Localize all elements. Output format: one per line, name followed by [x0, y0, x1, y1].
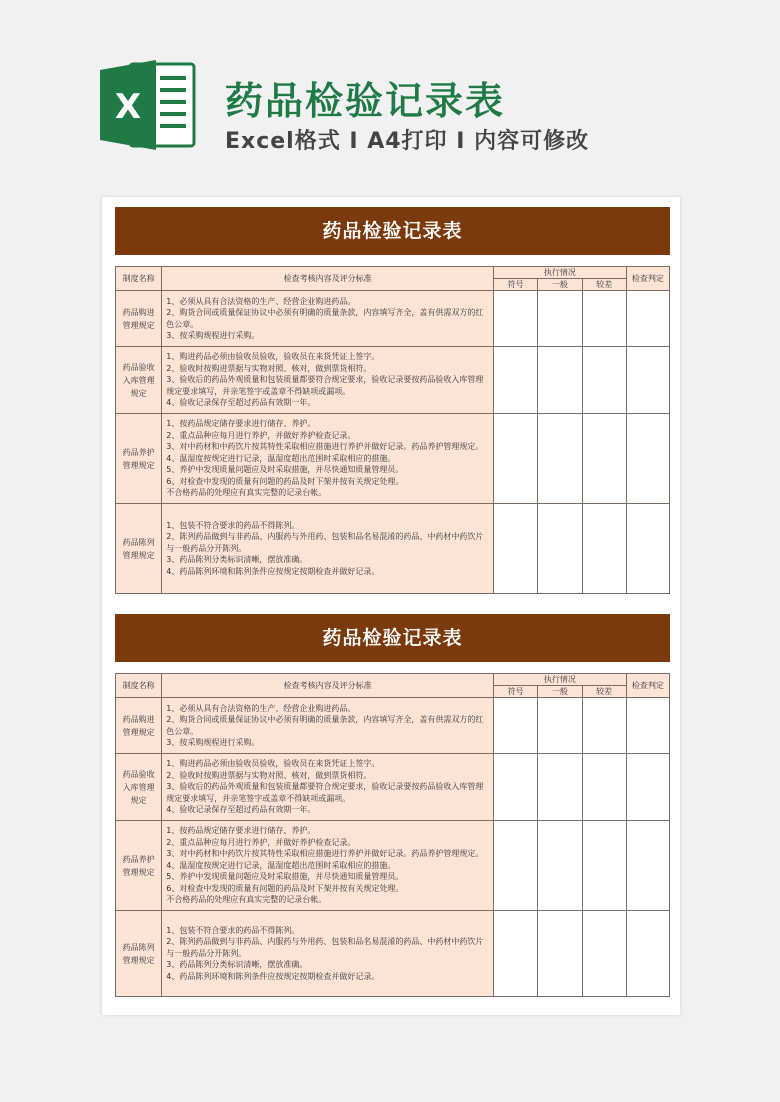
- verdict-cell[interactable]: [626, 911, 669, 997]
- criteria-line: 1、购进药品必须由验收员验收，验收员在来货凭证上签字。: [166, 352, 380, 362]
- exec-poor-cell[interactable]: [582, 504, 626, 594]
- regulation-name-line: 管理规定: [122, 460, 155, 470]
- exec-normal-cell[interactable]: [538, 821, 582, 911]
- regulation-name-line: 药品陈列: [122, 537, 155, 547]
- criteria-line: 2、验收时按购进票据与实物对照、核对，做到票货相符。: [166, 363, 372, 373]
- exec-normal-cell[interactable]: [538, 754, 582, 821]
- header-exec-sub: 符号: [494, 279, 538, 291]
- criteria-line: 3、按采购规程进行采购。: [166, 331, 260, 340]
- exec-poor-cell[interactable]: [582, 698, 626, 754]
- criteria-line: 4、验收记录保存至超过药品有效期一年。: [166, 805, 316, 815]
- criteria-line: 1、必须从具有合法资格的生产、经营企业购进药品。: [166, 296, 356, 306]
- table-row: [116, 504, 670, 594]
- criteria-line: 4、药品陈列环境和陈列条件应按规定按期检查并做好记录。: [166, 566, 380, 576]
- criteria-line: 不合格药品的处理应有真实完整的记录台帐。: [166, 488, 327, 498]
- exec-symbol-cell[interactable]: [494, 414, 538, 504]
- header-exec-sub: 一般: [538, 686, 582, 698]
- criteria-line: 4、温湿度按规定进行记录，温湿度超出范围时采取相应的措施。: [166, 860, 396, 870]
- header-content: 检查考核内容及评分标准: [162, 267, 494, 291]
- header-verdict: 检查判定: [626, 674, 669, 698]
- exec-normal-cell[interactable]: [538, 911, 582, 997]
- exec-poor-cell[interactable]: [582, 347, 626, 414]
- page-title: 药品检验记录表: [225, 79, 506, 123]
- exec-poor-cell[interactable]: [582, 821, 626, 911]
- record-banner: 药品检验记录表: [115, 207, 670, 255]
- document-sheet: [102, 197, 680, 1015]
- exec-symbol-cell[interactable]: [494, 698, 538, 754]
- regulation-name-line: 管理规定: [122, 727, 155, 737]
- criteria-line: 1、包装不符合要求的药品不得陈列。: [166, 925, 300, 935]
- table-row: [116, 698, 670, 754]
- criteria-line: 2、验收时按购进票据与实物对照、核对，做到票货相符。: [166, 770, 372, 780]
- regulation-name-line: 管理规定: [122, 320, 155, 330]
- criteria-content: [162, 347, 494, 414]
- regulation-name-line: 管理规定: [122, 550, 155, 560]
- regulation-name: [116, 698, 162, 754]
- criteria-line: 2、陈列药品做到与非药品、内服药与外用药、包装和品名易混淆的药品、中药材中药饮片与一般药品分开陈列。: [166, 532, 484, 553]
- header-exec-sub: 较差: [582, 686, 626, 698]
- criteria-line: 1、按药品规定储存要求进行储存、养护。: [166, 419, 316, 429]
- criteria-line: 1、按药品规定储存要求进行储存、养护。: [166, 826, 316, 836]
- inspection-table: [115, 266, 670, 594]
- criteria-content: [162, 821, 494, 911]
- logo-letter: X: [114, 87, 142, 127]
- exec-normal-cell[interactable]: [538, 504, 582, 594]
- excel-logo-icon: [100, 60, 198, 150]
- criteria-line: 2、陈列药品做到与非药品、内服药与外用药、包装和品名易混淆的药品、中药材中药饮片与一般药品分开陈列。: [166, 937, 484, 958]
- criteria-line: 5、养护中发现质量问题应及时采取措施，并尽快通知质量管理员。: [166, 465, 404, 475]
- table-row: [116, 754, 670, 821]
- page-header: [0, 0, 780, 200]
- criteria-line: 2、重点品种应每月进行养护，并做好养护检查记录。: [166, 837, 356, 847]
- criteria-content: [162, 698, 494, 754]
- regulation-name-line: 药品陈列: [122, 942, 155, 952]
- criteria-line: 6、对检查中发现的质量有问题的药品及时下架并按有关规定处理。: [166, 476, 404, 486]
- exec-symbol-cell[interactable]: [494, 821, 538, 911]
- exec-symbol-cell[interactable]: [494, 911, 538, 997]
- regulation-name-line: 药品购进: [122, 714, 155, 724]
- inspection-table: [115, 673, 670, 997]
- regulation-name: [116, 754, 162, 821]
- criteria-line: 3、验收后的药品外观质量和包装质量都要符合规定要求，验收记录要按药品验收入库管理规定要求填写，并亲笔签字或盖章不得缺项或漏项。: [166, 782, 484, 803]
- regulation-name: [116, 414, 162, 504]
- regulation-name-line: 规定: [130, 795, 147, 805]
- exec-normal-cell[interactable]: [538, 347, 582, 414]
- regulation-name-line: 管理规定: [122, 867, 155, 877]
- criteria-line: 4、验收记录保存至超过药品有效期一年。: [166, 398, 316, 408]
- regulation-name-line: 药品验收: [122, 769, 155, 779]
- table-row: [116, 414, 670, 504]
- header-exec: 执行情况: [494, 674, 627, 686]
- criteria-line: 3、对中药材和中药饮片按其特性采取相应措施进行养护并做好记录。药品养护管理规定。: [166, 849, 484, 859]
- verdict-cell[interactable]: [626, 754, 669, 821]
- exec-poor-cell[interactable]: [582, 291, 626, 347]
- criteria-line: 3、药品陈列分类标识清晰，摆放准确。: [166, 960, 308, 970]
- criteria-line: 3、验收后的药品外观质量和包装质量都要符合规定要求，验收记录要按药品验收入库管理规定要求填写，并亲笔签字或盖章不得缺项或漏项。: [166, 375, 484, 396]
- verdict-cell[interactable]: [626, 698, 669, 754]
- criteria-line: 4、药品陈列环境和陈列条件应按规定按期检查并做好记录。: [166, 971, 380, 981]
- exec-symbol-cell[interactable]: [494, 347, 538, 414]
- criteria-content: [162, 504, 494, 594]
- header-content: 检查考核内容及评分标准: [162, 674, 494, 698]
- regulation-name: [116, 911, 162, 997]
- regulation-name: [116, 821, 162, 911]
- table-row: [116, 911, 670, 997]
- record-form: [115, 614, 670, 997]
- criteria-content: [162, 754, 494, 821]
- verdict-cell[interactable]: [626, 414, 669, 504]
- criteria-line: 2、购货合同或质量保证协议中必须有明确的质量条款，内容填写齐全，盖有供需双方的红色公章。: [166, 308, 484, 329]
- criteria-content: [162, 291, 494, 347]
- header-verdict: 检查判定: [626, 267, 669, 291]
- criteria-line: 不合格药品的处理应有真实完整的记录台帐。: [166, 895, 327, 905]
- regulation-name-line: 药品养护: [122, 854, 155, 864]
- record-banner: 药品检验记录表: [115, 614, 670, 662]
- regulation-name-line: 入库管理: [122, 782, 155, 792]
- regulation-name-line: 药品验收: [122, 362, 155, 372]
- criteria-line: 2、重点品种应每月进行养护，并做好养护检查记录。: [166, 430, 356, 440]
- regulation-name-line: 入库管理: [122, 375, 155, 385]
- criteria-line: 4、温湿度按规定进行记录，温湿度超出范围时采取相应的措施。: [166, 453, 396, 463]
- verdict-cell[interactable]: [626, 347, 669, 414]
- criteria-line: 1、包装不符合要求的药品不得陈列。: [166, 520, 300, 530]
- criteria-content: [162, 414, 494, 504]
- header-exec-sub: 符号: [494, 686, 538, 698]
- criteria-line: 6、对检查中发现的质量有问题的药品及时下架并按有关规定处理。: [166, 883, 404, 893]
- page-subtitle: Excel格式 I A4打印 I 内容可修改: [225, 129, 590, 154]
- regulation-name: [116, 504, 162, 594]
- regulation-name-line: 药品养护: [122, 447, 155, 457]
- criteria-line: 1、必须从具有合法资格的生产、经营企业购进药品。: [166, 703, 356, 713]
- criteria-line: 2、购货合同或质量保证协议中必须有明确的质量条款，内容填写齐全，盖有供需双方的红色公章。: [166, 715, 484, 736]
- exec-normal-cell[interactable]: [538, 698, 582, 754]
- record-form: [115, 207, 670, 594]
- verdict-cell[interactable]: [626, 291, 669, 347]
- exec-normal-cell[interactable]: [538, 291, 582, 347]
- regulation-name-line: 管理规定: [122, 955, 155, 965]
- header-exec: 执行情况: [494, 267, 627, 279]
- exec-poor-cell[interactable]: [582, 414, 626, 504]
- regulation-name: [116, 291, 162, 347]
- header-name: 制度名称: [116, 267, 162, 291]
- exec-poor-cell[interactable]: [582, 754, 626, 821]
- exec-symbol-cell[interactable]: [494, 291, 538, 347]
- criteria-content: [162, 911, 494, 997]
- criteria-line: 1、购进药品必须由验收员验收，验收员在来货凭证上签字。: [166, 759, 380, 769]
- header-name: 制度名称: [116, 674, 162, 698]
- regulation-name-line: 药品购进: [122, 307, 155, 317]
- verdict-cell[interactable]: [626, 821, 669, 911]
- table-row: [116, 821, 670, 911]
- verdict-cell[interactable]: [626, 504, 669, 594]
- regulation-name-line: 规定: [130, 388, 147, 398]
- exec-poor-cell[interactable]: [582, 911, 626, 997]
- exec-symbol-cell[interactable]: [494, 504, 538, 594]
- table-row: [116, 347, 670, 414]
- exec-normal-cell[interactable]: [538, 414, 582, 504]
- criteria-line: 3、药品陈列分类标识清晰，摆放准确。: [166, 555, 308, 565]
- criteria-line: 3、对中药材和中药饮片按其特性采取相应措施进行养护并做好记录。药品养护管理规定。: [166, 442, 484, 452]
- criteria-line: 5、养护中发现质量问题应及时采取措施，并尽快通知质量管理员。: [166, 872, 404, 882]
- header-exec-sub: 较差: [582, 279, 626, 291]
- regulation-name: [116, 347, 162, 414]
- table-row: [116, 291, 670, 347]
- criteria-line: 3、按采购规程进行采购。: [166, 738, 260, 747]
- exec-symbol-cell[interactable]: [494, 754, 538, 821]
- header-exec-sub: 一般: [538, 279, 582, 291]
